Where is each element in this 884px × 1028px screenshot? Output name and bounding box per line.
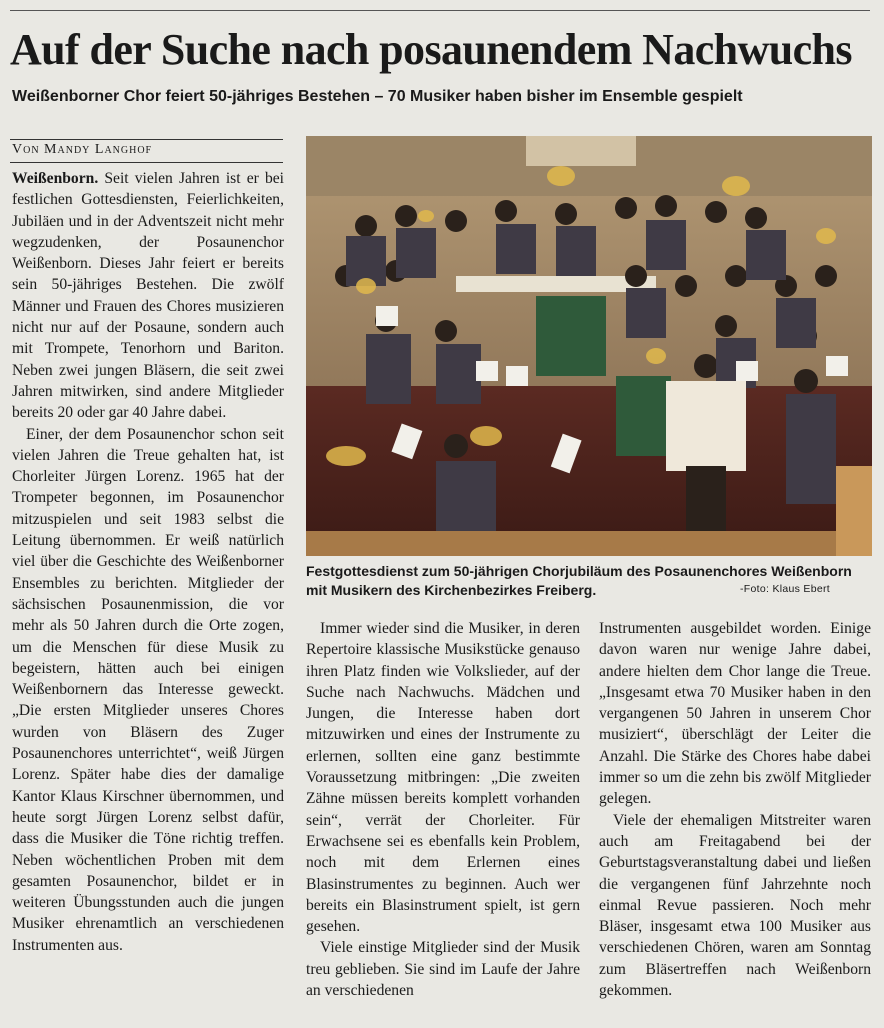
photo-caption: Festgottesdienst zum 50-jährigen Chorjubiläum des Posaunenchores Weißenborn mit Musikern des Kirchenbezirkes Freiberg. — [306, 563, 852, 598]
article-photo — [306, 136, 872, 556]
article-column-3 — [599, 618, 871, 1001]
article-paragraph: Immer wieder sind die Musiker, in deren Repertoire klassische Musikstücke genauso ihren Platz finden wie Volkslieder, auf der Suche nach Nachwuchs. Mädchen und Jungen, die Interesse haben dort mitzuwirken und eines der Instrumente zu erlernen, sollten eine ganz bestimmte Voraussetzung mitbringen: „Die zweiten Zähne müssen bereits komplett vorhanden sein“, verrät der Chorleiter. Für Erwachsene sei es ebenfalls kein Problem, noch mit dem Erlernen eines Blasinstrumentes zu beginnen. Auch wer bereits ein Blasinstrument spielt, ist gern gesehen. — [306, 620, 580, 936]
article-paragraph — [12, 168, 284, 424]
headline: Auf der Suche nach posaunendem Nachwuchs — [10, 25, 852, 74]
article-paragraph: Instrumenten ausgebildet worden. Einige davon waren nur wenige Jahre dabei, andere hielten dem Chor lange die Treue. „Insgesamt etwa 70 Musiker haben in den vergangenen 50 Jahren in unserem Chor musiziert“, überschlägt der Leiter die Anzahl. Die Stärke des Chores habe dabei immer so um die zehn bis zwölf Mitglieder gelegen. — [599, 620, 871, 808]
article-paragraph: Einer, der dem Posaunenchor schon seit vielen Jahren die Treue gehalten hat, ist Chorleiter Jürgen Lorenz. 1965 hat der Trompeter begonnen, im Posaunenchor mitzuspielen und seit 1983 selbst die Leitung übernommen. Er weiß natürlich viel über die Geschichte des Weißenborner Ensembles zu berichten. Mitglieder der sächsischen Posaunenmission, die vor mehr als 50 Jahren durch die Orte zogen, um die Menschen für diese Musik zu begeistern, hätten auch bei einigen Weißenbornern das Interesse geweckt. „Die ersten Mitglieder unseres Chores wurden von Bläsern des Zuger Posaunenchores unterrichtet“, weiß Jürgen Lorenz. Später habe dies der damalige Kantor Klaus Kirschner übernommen, und heute sorgt Jürgen Lorenz selbst dafür, dass die Musiker die Töne richtig treffen. Neben wöchentlichen Proben mit dem gesamten Posaunenchor, bildet er in weiteren Übungsstunden auch die jungen Musiker ehrenamtlich an verschiedenen Instrumenten aus. — [12, 425, 284, 954]
byline-rule-top — [10, 139, 283, 140]
photo-brass-choir-icon — [306, 136, 872, 556]
byline: Von Mandy Langhof — [12, 142, 153, 157]
paragraph-text: Seit vielen Jahren ist er bei festlichen Gottesdiensten, Feierlichkeiten, Jubiläen und in der Adventszeit nicht mehr wegzudenken, der Posaunenchor Weißenborn. Dieses Jahr feiert er bereits sein 50-jähriges Bestehen. Die zwölf Männer und Frauen des Chores musizieren nicht nur auf der Posaune, sondern auch mit Trompete, Tenorhorn und Bariton. Neben zwei jungen Bläsern, die seit zwei Jahren mitwirken, sind andere Mitglieder bereits 20 oder gar 40 Jahre dabei. — [12, 170, 284, 422]
top-rule — [10, 10, 870, 11]
article-paragraph: Viele einstige Mitglieder sind der Musik treu geblieben. Sie sind im Laufe der Jahre an verschiedenen — [306, 939, 580, 1000]
article-column-2 — [306, 618, 580, 1001]
byline-rule-bottom — [10, 162, 283, 163]
dateline: Weißenborn. — [12, 170, 99, 187]
photo-credit: -Foto: Klaus Ebert — [740, 583, 831, 595]
article-paragraph: Viele der ehemaligen Mitstreiter waren auch am Freitagabend bei der Geburtstagsveranstaltung dabei und ließen die vergangenen fünf Jahrzehnte noch einmal Revue passieren. Noch mehr Bläser, insgesamt etwa 100 Musiker aus verschiedenen Chören, waren am Sonntag zum Bläsertreffen nach Weißenborn gekommen. — [599, 811, 871, 1000]
article-column-1 — [12, 168, 284, 956]
subheadline: Weißenborner Chor feiert 50-jähriges Bestehen – 70 Musiker haben bisher im Ensemble gespielt — [12, 88, 743, 105]
